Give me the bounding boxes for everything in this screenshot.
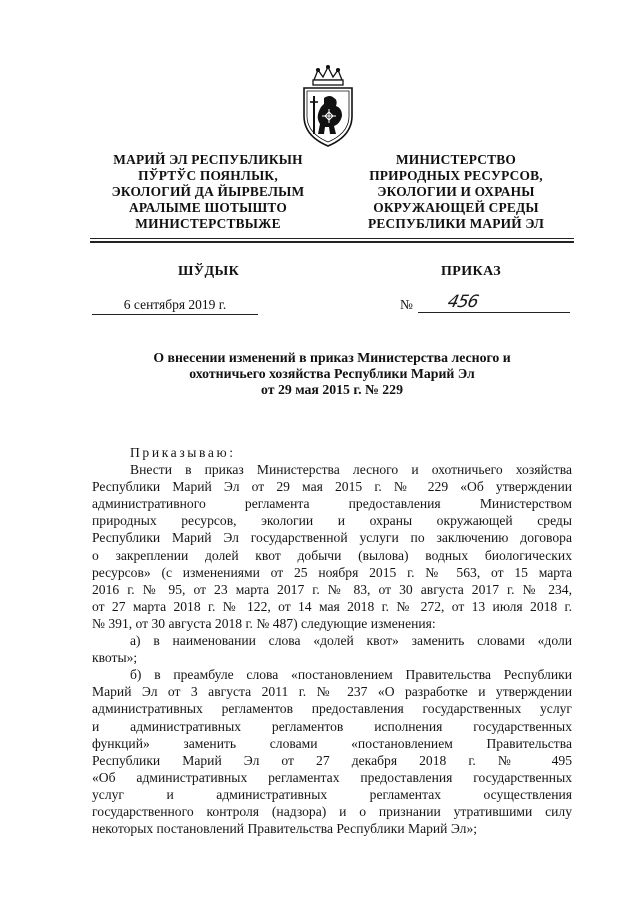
header-left-line: ПЎРТЎС ПОЯНЛЫК, bbox=[138, 168, 278, 183]
body-line: от 27 марта 2018 г. № 122, от 14 мая 2018 г. № 272, от 13 июля 2018 г. bbox=[92, 598, 572, 614]
header-right-line: ПРИРОДНЫХ РЕСУРСОВ, bbox=[369, 168, 543, 183]
body-line: и административных регламентов исполнения государственных bbox=[92, 718, 572, 734]
body-line: природных ресурсов, экологии и охраны окружающей среды bbox=[92, 513, 572, 529]
header-right-line: РЕСПУБЛИКИ МАРИЙ ЭЛ bbox=[367, 216, 545, 231]
body-line: некоторых постановлений Правительства Республики Марий Эл»; bbox=[92, 821, 478, 837]
body-line: Внести в приказ Министерства лесного и охотничьего хозяйства bbox=[130, 462, 572, 478]
body-line: о закреплении долей квот добычи (вылова) водных биологических bbox=[92, 547, 572, 563]
header-right-line: ОКРУЖАЮЩЕЙ СРЕДЫ bbox=[373, 200, 539, 215]
header-right-line: ЭКОЛОГИИ И ОХРАНЫ bbox=[377, 184, 535, 199]
order-body bbox=[92, 444, 572, 837]
body-line: Республики Марий Эл от 27 декабря 2018 г. № 495 bbox=[92, 752, 572, 768]
body-line: административного регламента предоставления Министерством bbox=[92, 496, 572, 512]
body-line: функций» заменить словами «постановлением Правительства bbox=[92, 735, 572, 751]
header-left-line: МАРИЙ ЭЛ РЕСПУБЛИКЫН bbox=[113, 152, 303, 167]
body-line: ресурсов» (с изменениями от 25 ноября 2015 г. № 563, от 15 марта bbox=[92, 564, 572, 580]
coat-of-arms-emblem bbox=[296, 64, 360, 150]
order-date: 6 сентября 2019 г. bbox=[92, 297, 258, 315]
doc-type-mari: ШЎДЫК bbox=[178, 264, 240, 279]
body-line: Марий Эл от 3 августа 2011 г. № 237 «О разработке и утверждении bbox=[92, 684, 572, 700]
header-divider-thick bbox=[90, 241, 574, 243]
body-line: а) в наименовании слова «долей квот» заменить словами «доли bbox=[130, 633, 572, 649]
body-line: административных регламентов предоставления государственных услуг bbox=[92, 701, 572, 717]
body-line: Приказываю: bbox=[130, 445, 236, 460]
handwritten-order-number: 456 bbox=[445, 292, 480, 312]
header-divider-thin bbox=[90, 238, 574, 239]
body-line: квоты»; bbox=[92, 650, 138, 666]
header-left-line: ЭКОЛОГИЙ ДА ЙЫРВЕЛЫМ bbox=[111, 184, 305, 199]
header-right-line: МИНИСТЕРСТВО bbox=[395, 152, 517, 167]
number-sign: № bbox=[400, 297, 413, 312]
body-line: государственного контроля (надзора) и о признании утратившими силу bbox=[92, 803, 572, 819]
doc-type-russian: ПРИКАЗ bbox=[441, 264, 502, 279]
header-left-block bbox=[96, 152, 320, 232]
body-line: Республики Марий Эл от 29 мая 2015 г. № 229 «Об утверждении bbox=[92, 479, 572, 495]
title-line: от 29 мая 2015 г. № 229 bbox=[261, 382, 403, 397]
body-line: № 391, от 30 августа 2018 г. № 487) следующие изменения: bbox=[92, 615, 436, 631]
body-line: 2016 г. № 95, от 23 марта 2017 г. № 83, от 30 августа 2017 г. № 234, bbox=[92, 581, 572, 597]
body-line: услуг и административных регламентах осуществления bbox=[92, 786, 572, 802]
body-line: б) в преамбуле слова «постановлением Правительства Республики bbox=[130, 667, 572, 683]
header-right-block bbox=[346, 152, 566, 232]
title-line: О внесении изменений в приказ Министерства лесного и bbox=[153, 350, 511, 365]
title-line: охотничьего хозяйства Республики Марий Эл bbox=[189, 366, 475, 381]
body-line: «Об административных регламентах предоставления государственных bbox=[92, 769, 572, 785]
order-title bbox=[110, 350, 554, 398]
header-left-line: МИНИСТЕРСТВЫЖЕ bbox=[135, 216, 281, 231]
number-underline bbox=[418, 295, 570, 313]
header-left-line: АРАЛЫМЕ ШОТЫШТО bbox=[129, 200, 287, 215]
body-line: Республики Марий Эл государственной услуги по заключению договора bbox=[92, 530, 572, 546]
